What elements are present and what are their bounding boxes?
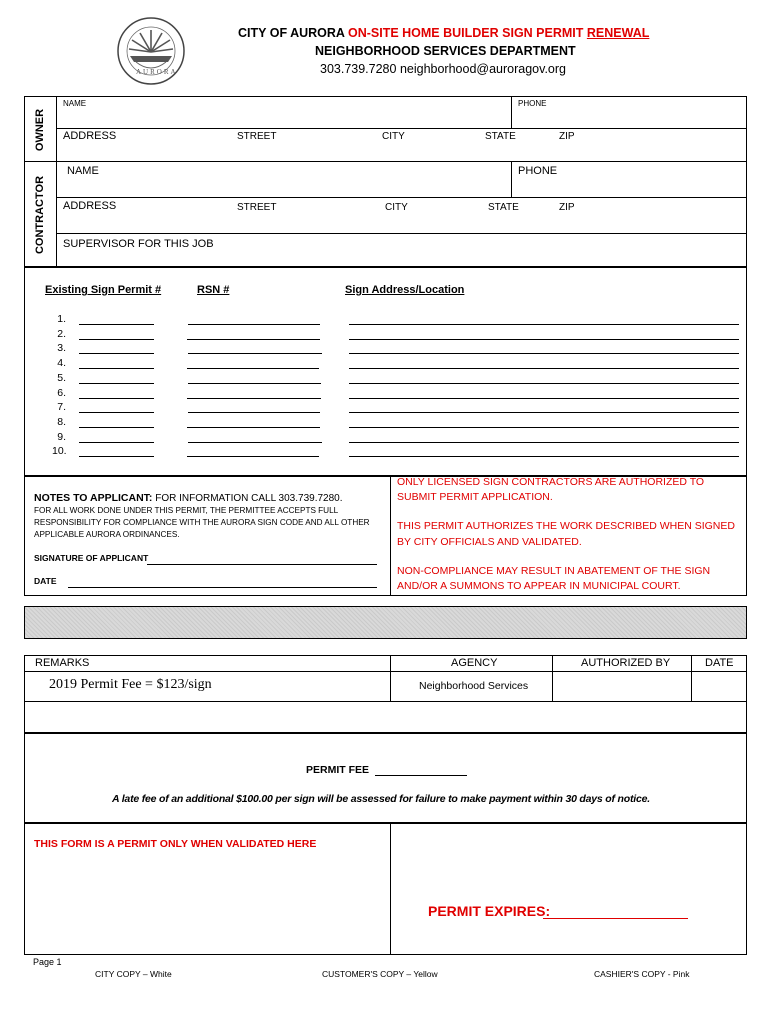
date-header: DATE: [705, 657, 734, 669]
sign-address-blank[interactable]: [349, 456, 739, 457]
seal-text: AURORA: [136, 68, 178, 76]
existing-permit-blank[interactable]: [79, 324, 154, 325]
contractor-address-field[interactable]: ADDRESS: [63, 200, 117, 212]
permit-fee-line[interactable]: [375, 775, 467, 776]
department-name: NEIGHBORHOOD SERVICES DEPARTMENT: [315, 44, 576, 58]
existing-permit-blank[interactable]: [79, 412, 154, 413]
contact-info: 303.739.7280 neighborhood@auroragov.org: [320, 62, 566, 76]
date-label: DATE: [34, 576, 57, 586]
rsn-blank[interactable]: [188, 324, 320, 325]
existing-permit-blank[interactable]: [79, 398, 154, 399]
notes-line-3: APPLICABLE AURORA ORDINANCES.: [34, 530, 180, 539]
existing-permit-blank[interactable]: [79, 427, 154, 428]
permit-expires-line[interactable]: [543, 918, 688, 919]
permit-row-number: 7.: [57, 401, 66, 413]
remarks-header: REMARKS: [35, 657, 90, 669]
rsn-blank[interactable]: [188, 442, 322, 443]
permit-expires-label: PERMIT EXPIRES:: [428, 903, 551, 919]
permit-row-number: 3.: [57, 342, 66, 354]
owner-name-field[interactable]: NAME: [63, 99, 87, 108]
rsn-blank[interactable]: [187, 368, 319, 369]
validation-note: THIS FORM IS A PERMIT ONLY WHEN VALIDATED HERE: [34, 838, 317, 850]
rsn-header: RSN #: [197, 284, 230, 296]
late-fee-note: A late fee of an additional $100.00 per sign will be assessed for failure to make payment within 30 days of notice.: [112, 793, 650, 805]
sign-address-blank[interactable]: [349, 339, 739, 340]
permit-fee-section: [24, 733, 747, 823]
rsn-blank[interactable]: [187, 339, 320, 340]
notes-line-1: FOR ALL WORK DONE UNDER THIS PERMIT, THE PERMITTEE ACCEPTS FULL: [34, 506, 339, 515]
warning-authorizes-2: BY CITY OFFICIALS AND VALIDATED.: [397, 536, 582, 548]
permit-fee-label: PERMIT FEE: [306, 764, 370, 776]
existing-permit-blank[interactable]: [79, 442, 154, 443]
contractor-side-label: CONTRACTOR: [34, 175, 46, 255]
permit-row-number: 1.: [57, 313, 66, 325]
authorized-by-header: AUTHORIZED BY: [581, 657, 671, 669]
owner-city-label: CITY: [382, 131, 405, 142]
existing-permit-blank[interactable]: [79, 353, 154, 354]
notes-heading: NOTES TO APPLICANT: FOR INFORMATION CALL 303.739.7280.: [34, 492, 343, 504]
rsn-blank[interactable]: [187, 427, 320, 428]
date-line[interactable]: [68, 587, 377, 588]
owner-state-label: STATE: [485, 131, 516, 142]
form-title: CITY OF AURORA ON-SITE HOME BUILDER SIGN PERMIT RENEWAL: [238, 26, 650, 40]
sign-address-header: Sign Address/Location: [345, 284, 465, 296]
notes-line-2: RESPONSIBILITY FOR COMPLIANCE WITH THE AURORA SIGN CODE AND ALL OTHER: [34, 518, 370, 527]
contractor-street-label: STREET: [237, 202, 277, 213]
signature-line[interactable]: [147, 564, 377, 565]
permit-row-number: 5.: [57, 372, 66, 384]
sign-address-blank[interactable]: [349, 442, 739, 443]
permit-row-number: 10.: [52, 445, 67, 457]
agency-header: AGENCY: [451, 657, 498, 669]
agency-value: Neighborhood Services: [419, 680, 529, 692]
shaded-bar: [24, 606, 747, 639]
sign-address-blank[interactable]: [349, 324, 739, 325]
customer-copy-label: CUSTOMER'S COPY – Yellow: [322, 969, 438, 979]
contractor-state-label: STATE: [488, 202, 519, 213]
warning-authorizes-1: THIS PERMIT AUTHORIZES THE WORK DESCRIBED WHEN SIGNED: [397, 520, 735, 532]
contractor-phone-field[interactable]: PHONE: [518, 165, 558, 177]
rsn-blank[interactable]: [187, 456, 319, 457]
warning-compliance-2: AND/OR A SUMMONS TO APPEAR IN MUNICIPAL COURT.: [397, 580, 681, 592]
permit-row-number: 2.: [57, 328, 66, 340]
page-number: Page 1: [33, 957, 62, 967]
warning-licensed-2: SUBMIT PERMIT APPLICATION.: [397, 491, 553, 503]
permit-row-number: 6.: [57, 387, 66, 399]
existing-permit-blank[interactable]: [79, 368, 154, 369]
permit-list-section: [24, 267, 747, 476]
owner-zip-label: ZIP: [559, 131, 575, 142]
sign-address-blank[interactable]: [349, 353, 739, 354]
owner-phone-field[interactable]: PHONE: [518, 99, 547, 108]
permit-row-number: 8.: [57, 416, 66, 428]
permit-row-number: 4.: [57, 357, 66, 369]
signature-label: SIGNATURE OF APPLICANT: [34, 553, 149, 563]
permit-row-number: 9.: [57, 431, 66, 443]
city-copy-label: CITY COPY – White: [95, 969, 172, 979]
existing-permit-blank[interactable]: [79, 383, 154, 384]
rsn-blank[interactable]: [188, 383, 321, 384]
city-seal: [116, 16, 186, 86]
cashier-copy-label: CASHIER'S COPY - Pink: [594, 969, 690, 979]
contractor-name-field[interactable]: NAME: [67, 165, 99, 177]
permit-fee-remark: 2019 Permit Fee = $123/sign: [49, 677, 212, 692]
sign-address-blank[interactable]: [349, 412, 739, 413]
supervisor-field[interactable]: SUPERVISOR FOR THIS JOB: [63, 238, 214, 250]
sign-address-blank[interactable]: [349, 427, 739, 428]
contractor-city-label: CITY: [385, 202, 408, 213]
existing-permit-blank[interactable]: [79, 339, 154, 340]
rsn-blank[interactable]: [188, 412, 320, 413]
warning-compliance-1: NON-COMPLIANCE MAY RESULT IN ABATEMENT OF THE SIGN: [397, 565, 711, 577]
sign-address-blank[interactable]: [349, 383, 739, 384]
contractor-zip-label: ZIP: [559, 202, 575, 213]
rsn-blank[interactable]: [188, 353, 322, 354]
existing-permit-blank[interactable]: [79, 456, 154, 457]
sign-address-blank[interactable]: [349, 368, 739, 369]
sign-address-blank[interactable]: [349, 398, 739, 399]
owner-street-label: STREET: [237, 131, 277, 142]
warning-licensed-1: ONLY LICENSED SIGN CONTRACTORS ARE AUTHORIZED TO: [397, 476, 705, 488]
owner-side-label: OWNER: [34, 108, 46, 152]
rsn-blank[interactable]: [187, 398, 321, 399]
existing-permit-header: Existing Sign Permit #: [45, 284, 162, 296]
owner-address-field[interactable]: ADDRESS: [63, 130, 117, 142]
